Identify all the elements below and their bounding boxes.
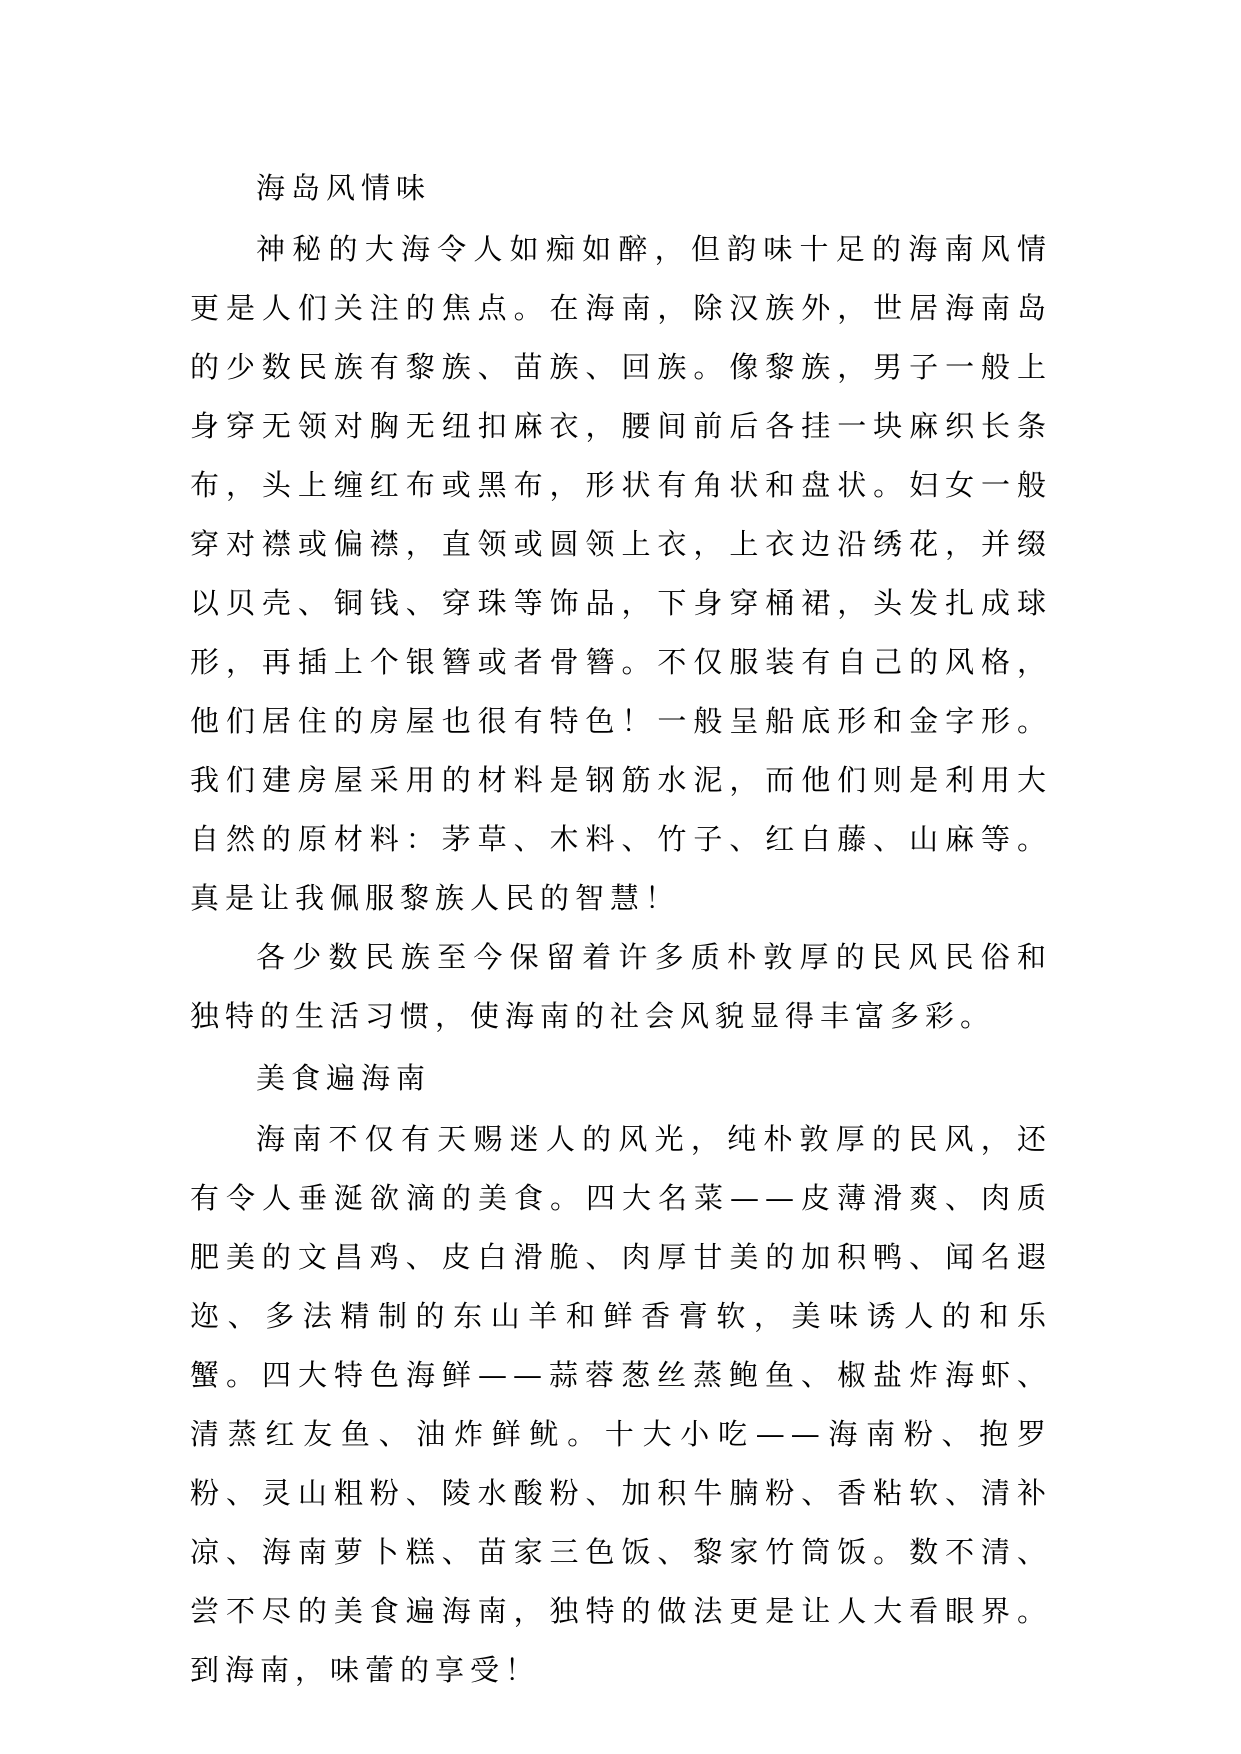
paragraph-island-customs-2: 各少数民族至今保留着许多质朴敦厚的民风民俗和独特的生活习惯，使海南的社会风貌显得丰富多彩。 (190, 940, 1052, 1033)
section-heading-hainan-food: 美食遍海南 (256, 1061, 432, 1095)
paragraph-island-customs-1: 神秘的大海令人如痴如醉，但韵味十足的海南风情更是人们关注的焦点。在海南，除汉族外，世居海南岛的少数民族有黎族、苗族、回族。像黎族，男子一般上身穿无领对胸无纽扣麻衣，腰间前后各挂一块麻织长条布，头上缠红布或黑布，形状有角状和盘状。妇女一般穿对襟或偏襟，直领或圆领上衣，上衣边沿绣花，并缀以贝壳、铜钱、穿珠等饰品，下身穿桶裙，头发扎成球形，再插上个银簪或者骨簪。不仅服装有自己的风格，他们居住的房屋也很有特色！一般呈船底形和金字形。我们建房屋采用的材料是钢筋水泥，而他们则是利用大自然的原材料：茅草、木料、竹子、红白藤、山麻等。真是让我佩服黎族人民的智慧！ (190, 232, 1052, 915)
paragraph-hainan-food: 海南不仅有天赐迷人的风光，纯朴敦厚的民风，还有令人垂涎欲滴的美食。四大名菜——皮薄滑爽、肉质肥美的文昌鸡、皮白滑脆、肉厚甘美的加积鸭、闻名遐迩、多法精制的东山羊和鲜香膏软，美味诱人的和乐蟹。四大特色海鲜——蒜蓉葱丝蒸鲍鱼、椒盐炸海虾、清蒸红友鱼、油炸鲜鱿。十大小吃——海南粉、抱罗粉、灵山粗粉、陵水酸粉、加积牛腩粉、香粘软、清补凉、海南萝卜糕、苗家三色饭、黎家竹筒饭。数不清、尝不尽的美食遍海南，独特的做法更是让人大看眼界。到海南，味蕾的享受！ (190, 1122, 1052, 1687)
section-heading-island-customs: 海岛风情味 (256, 171, 432, 205)
document-body (190, 156, 1052, 1700)
